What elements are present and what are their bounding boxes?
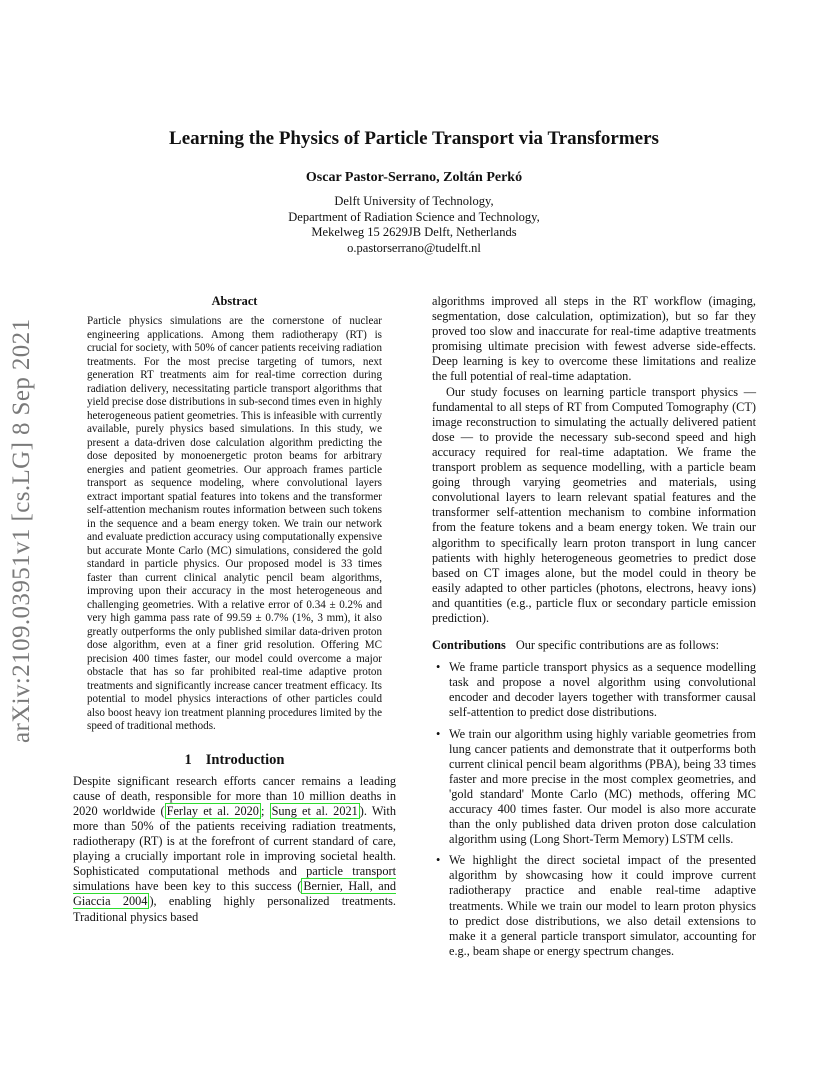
intro-text: ), enabling highly personalized treatments. Traditional physics based <box>73 894 396 924</box>
left-column <box>73 294 396 925</box>
abstract-body: Particle physics simulations are the cornerstone of nuclear engineering applications. Among them radiotherapy (RT) is crucial for society, with 50% of cancer patients receiving radiation treatments. For the most precise targeting of tumors, next generation RT treatments aim for real-time correction during radiation delivery, necessitating particle transport algorithms that yield precise dose distributions in sub-second times even in highly heterogeneous patient geometries. This is infeasible with currently available, purely physics based simulations. In this study, we present a data-driven dose calculation algorithm predicting the dose deposited by monoenergetic proton beams for arbitrary energies and patient geometries. Our approach frames particle transport as sequence modeling, where convolutional layers extract important spatial features into tokens and the transformer self-attention mechanism routes information between such tokens in the sequence and a beam energy token. We train our network and evaluate prediction accuracy using computationally expensive but accurate Monte Carlo (MC) simulations, considered the gold standard in particle physics. Our proposed model is 33 times faster than current clinical analytic pencil beam algorithms, improving upon their accuracy in the most heterogeneous and challenging geometries. With a relative error of 0.34 ± 0.2% and very high gamma pass rate of 99.59 ± 0.7% (1%, 3 mm), it also greatly outperforms the only published similar data-driven proton dose algorithm, even at a finer grid resolution. Offering MC precision 400 times faster, our model could overcome a major obstacle that has so far prohibited real-time adaptive proton treatments and significantly increase cancer treatment efficacy. Its potential to model physics interactions of other particles could also boost heavy ion treatment planning procedures limited by the speed of traditional methods. <box>87 315 382 733</box>
contributions-intro: Our specific contributions are as follows: <box>515 638 719 653</box>
abstract-heading: Abstract <box>211 294 258 308</box>
affiliation-line: Department of Radiation Science and Technology, <box>288 209 540 224</box>
intro-paragraph-2: Our study focuses on learning particle transport physics — fundamental to all steps of RT from Computed Tomography (CT) image reconstruction to simulating the actually delivered patient dose — to provide the necessary sub-second speed and high accuracy required for real-time adaptation. We frame the transport problem as sequence modelling, with a particle beam going through varying geometries and materials, using convolutional layers to learn relevant spatial features and the transformer self-attention mechanism to combine information from the feature tokens and a beam energy token. We train our algorithm to specifically learn proton transport in lung cancer patients with highly heterogeneous geometries to predict dose based on CT images alone, but the model could in theory be easily adapted to other particles (photons, electrons, heavy ions) and quantities (e.g., particle flux or secondary particle emission prediction). <box>432 384 756 625</box>
intro-text: Despite significant research efforts cancer remains a leading cause of death, responsible for more than 10 million deaths in 2020 worldwide ( <box>73 773 396 818</box>
contributions-paragraph <box>432 638 756 653</box>
citation-bernier-2004[interactable]: Bernier, Hall, and Giaccia 2004 <box>73 879 397 909</box>
list-item: • We frame particle transport physics as a sequence modelling task and propose a novel algorithm using convolutional encoder and decoder layers together with transformer causal self-attention to predict dose distributions. <box>449 660 756 720</box>
author-affiliation <box>0 194 828 256</box>
affiliation-line: Mekelweg 15 2629JB Delft, Netherlands <box>311 225 517 239</box>
intro-paragraph-1 <box>73 774 396 925</box>
paper-authors: Oscar Pastor-Serrano, Zoltán Perkó <box>305 170 523 185</box>
author-email: o.pastorserrano@tudelft.nl <box>347 240 481 255</box>
right-column <box>432 294 756 965</box>
citation-separator: ; <box>260 803 270 818</box>
contributions-heading: Contributions <box>432 638 506 653</box>
section-number: 1 <box>184 751 192 768</box>
section-title: Introduction <box>205 751 285 768</box>
section-heading-introduction <box>73 753 396 768</box>
paper-title: Learning the Physics of Particle Transport via Transformers <box>169 128 659 149</box>
arxiv-identifier-stamp: arXiv:2109.03951v1 [cs.LG] 8 Sep 2021 <box>8 318 35 744</box>
list-item: • We train our algorithm using highly variable geometries from lung cancer patients and demonstrate that it outperforms both current clinical pencil beam algorithms (PBA), being 33 times faster and more precise in the most complex geometries, and 'gold standard' Monte Carlo (MC) methods, offering MC accuracy 400 times faster. Our model is also more accurate than the only published data driven proton dose calculation algorithm using (Long Short-Term Memory) LSTM cells. <box>449 727 756 848</box>
contributions-list <box>432 660 756 959</box>
citation-sung-2021[interactable]: Sung et al. 2021 <box>271 803 358 818</box>
intro-text: ). With more than 50% of the patients receiving radiation treatments, radiotherapy (RT) is at the forefront of current standard of care, playing a crucially important role in improving societal health. Sophisticated computational methods and particle transport simulations have been key to this success ( <box>73 803 396 894</box>
affiliation-line: Delft University of Technology, <box>334 194 494 208</box>
intro-paragraph-1-continued: algorithms improved all steps in the RT workflow (imaging, segmentation, dose calculation, optimization), but so far they proved too slow and inaccurate for real-time adaptive treatments promising ultimate precision with fewest adverse side-effects. Deep learning is key to overcome these limitations and realize the full potential of real-time adaptation. <box>432 294 756 384</box>
list-item: • We highlight the direct societal impact of the presented algorithm by showcasing how it could improve current radiotherapy practice and enable real-time adaptive treatments. While we train our model to learn proton physics to predict dose distributions, we also detail extensions to make it a general particle transport simulator, accounting for e.g., beam shape or energy spectrum changes. <box>449 853 756 959</box>
citation-ferlay-2020[interactable]: Ferlay et al. 2020 <box>166 803 259 818</box>
